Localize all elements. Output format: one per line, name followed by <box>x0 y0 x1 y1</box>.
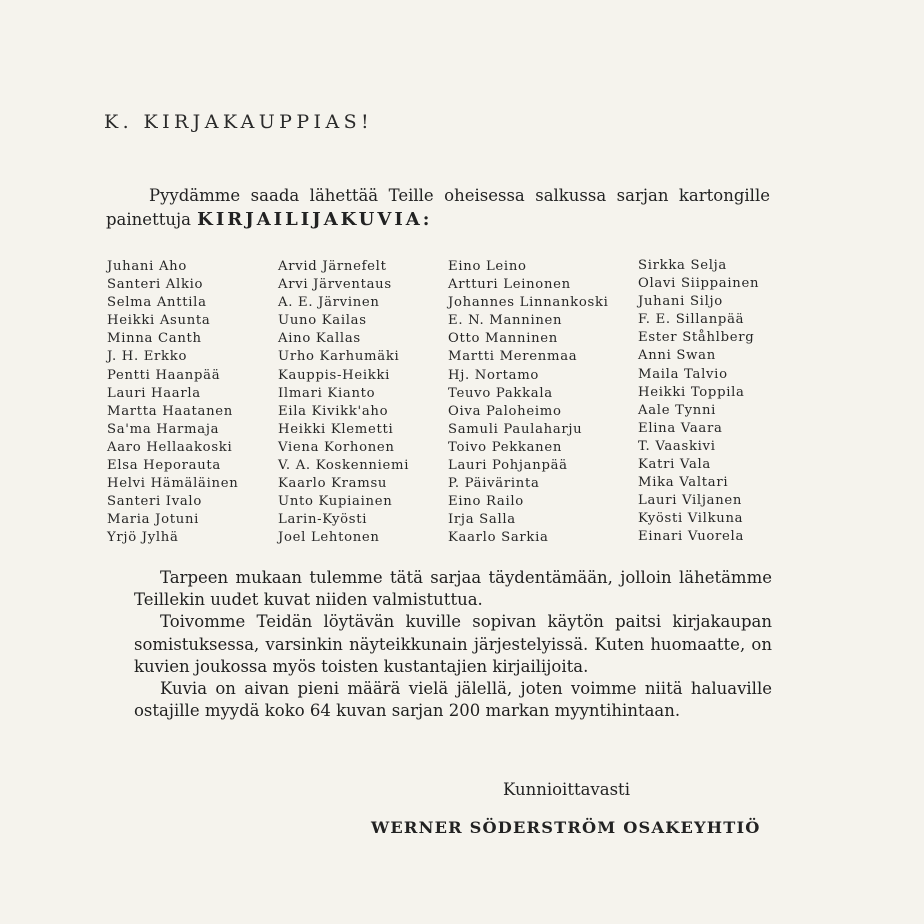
author-name: Minna Canth <box>107 331 202 347</box>
author-name: Yrjö Jylhä <box>107 530 179 546</box>
body-paragraph: Toivomme Teidän löytävän kuville sopivan käytön paitsi kirjakaupan somistuksessa, varsinkin näyteikkunain järjestelyissä. Kuten huomaatte, on kuvien joukossa myös toisten kustantajien kirjailijoita. <box>134 612 772 676</box>
author-name: Juhani Aho <box>107 259 187 274</box>
author-name: Teuvo Pakkala <box>448 385 553 401</box>
author-name: Einari Vuorela <box>638 529 745 545</box>
author-name: Kaarlo Sarkia <box>448 530 549 546</box>
author-name: Toivo Pekkanen <box>448 439 563 455</box>
author-name: Juhani Siljo <box>638 294 723 310</box>
intro-emphasis: KIRJAILIJAKUVIA: <box>197 209 433 230</box>
author-name: Artturi Leinonen <box>448 277 571 293</box>
author-name: Helvi Hämäläinen <box>107 476 239 492</box>
author-name: Kaarlo Kramsu <box>278 476 388 492</box>
author-name: Eila Kivikk'aho <box>278 403 389 419</box>
author-column-3 <box>448 258 609 548</box>
author-name: Johannes Linnankoski <box>448 295 609 311</box>
author-name: Mika Valtari <box>638 475 729 491</box>
company-signature: WERNER SÖDERSTRÖM OSAKEYHTIÖ <box>371 818 761 837</box>
author-column-2 <box>278 258 409 548</box>
author-name: Martti Merenmaa <box>448 349 578 365</box>
author-name: Uuno Kailas <box>278 313 367 329</box>
author-name: Arvi Järventaus <box>278 277 392 293</box>
author-name: Heikki Toppila <box>638 384 745 400</box>
author-name: Eino Railo <box>448 494 524 510</box>
author-name: Martta Haatanen <box>107 403 234 419</box>
author-name: P. Päivärinta <box>448 476 540 492</box>
intro-paragraph <box>106 184 770 232</box>
author-name: Hj. Nortamo <box>448 367 540 383</box>
author-name: Santeri Alkio <box>107 277 204 293</box>
author-name: Olavi Siippainen <box>638 276 760 292</box>
author-name: Unto Kupiainen <box>278 494 393 510</box>
author-name: Katri Vala <box>638 457 711 473</box>
author-name: Sa'ma Harmaja <box>107 421 220 437</box>
author-name: Aaro Hellaakoski <box>107 439 233 455</box>
author-name: Joel Lehtonen <box>278 530 380 546</box>
author-name: Maila Talvio <box>638 366 728 382</box>
author-name: J. H. Erkko <box>107 349 188 365</box>
author-name: Pentti Haanpää <box>107 367 221 383</box>
author-name: Sirkka Selja <box>638 258 727 273</box>
author-name: Heikki Asunta <box>107 313 211 329</box>
author-column-1 <box>107 258 238 548</box>
author-name: T. Vaaskivi <box>638 438 716 454</box>
author-name: Irja Salla <box>448 512 516 528</box>
intro-text: Pyydämme saada lähettää Teille oheisessa salkussa sarjan kartongille painettuja <box>106 186 770 229</box>
author-name: Maria Jotuni <box>107 512 200 528</box>
author-name: Santeri Ivalo <box>107 494 202 510</box>
author-name: V. A. Koskenniemi <box>278 458 410 474</box>
author-column-4 <box>638 257 759 547</box>
author-name: Oiva Paloheimo <box>448 403 562 419</box>
author-name: A. E. Järvinen <box>278 295 380 311</box>
author-name: Ilmari Kianto <box>278 385 376 401</box>
greeting-heading: K. KIRJAKAUPPIAS! <box>104 111 374 133</box>
author-name: E. N. Manninen <box>448 313 563 329</box>
author-name: Lauri Haarla <box>107 385 201 401</box>
author-name: Anni Swan <box>638 348 716 364</box>
author-name: Larin-Kyösti <box>278 512 368 528</box>
author-name: Lauri Viljanen <box>638 493 743 509</box>
author-name: Aino Kallas <box>278 331 361 347</box>
author-name: Samuli Paulaharju <box>448 421 583 437</box>
author-name: Kyösti Vilkuna <box>638 511 744 527</box>
author-name: Elsa Heporauta <box>107 458 221 474</box>
author-name: Urho Karhumäki <box>278 349 400 365</box>
author-name: Arvid Järnefelt <box>278 259 387 274</box>
author-name: Heikki Klemetti <box>278 421 394 437</box>
body-paragraph: Kuvia on aivan pieni määrä vielä jälellä, joten voimme niitä haluaville ostajille myydä koko 64 kuvan sarjan 200 markan myyntihintaan. <box>134 679 772 721</box>
author-name: Elina Vaara <box>638 420 723 436</box>
author-name: Eino Leino <box>448 259 527 274</box>
author-name: Otto Manninen <box>448 331 559 347</box>
author-name: F. E. Sillanpää <box>638 312 745 328</box>
letter-body <box>134 567 772 722</box>
author-list <box>0 258 924 550</box>
author-name: Lauri Pohjanpää <box>448 458 568 474</box>
author-name: Ester Ståhlberg <box>638 330 755 346</box>
author-name: Viena Korhonen <box>278 439 395 455</box>
closing-salutation: Kunnioittavasti <box>503 780 630 799</box>
author-name: Kauppis-Heikki <box>278 367 391 383</box>
body-paragraph: Tarpeen mukaan tulemme tätä sarjaa täydentämään, jolloin lähetämme Teillekin uudet kuvat niiden valmistuttua. <box>134 568 772 610</box>
author-name: Selma Anttila <box>107 295 207 311</box>
author-name: Aale Tynni <box>638 402 717 418</box>
